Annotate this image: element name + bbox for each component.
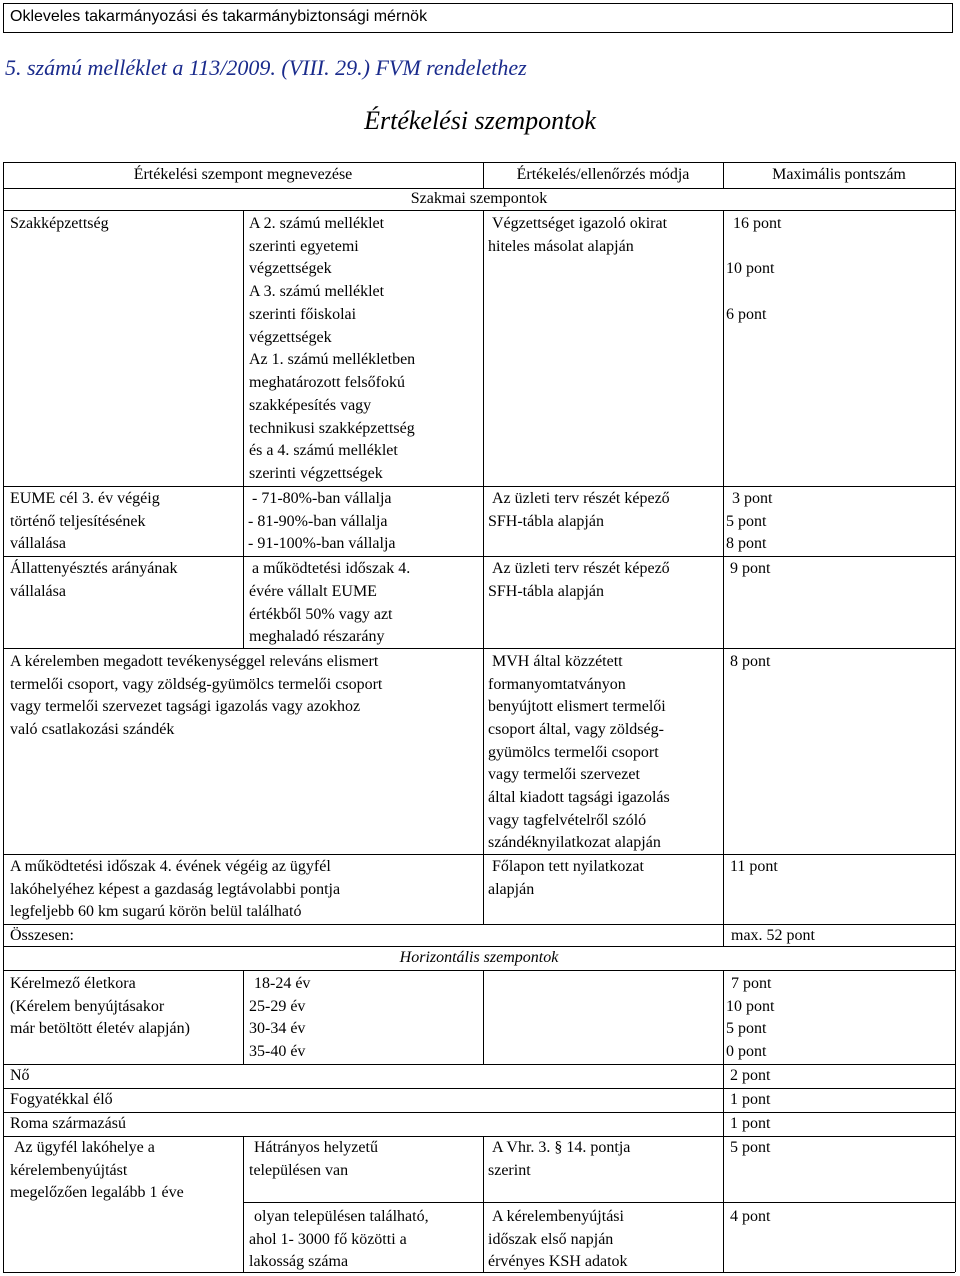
termeloi-label-0: A kérelemben megadott tevékenységgel releváns elismert [10, 653, 379, 670]
eume-label-2: vállalása [10, 535, 66, 552]
allat-sub-2: értékből 50% vagy azt [249, 606, 393, 623]
eletkor-sub-2: 30-34 év [249, 1020, 306, 1037]
szak-points-0: 16 pont [733, 215, 782, 232]
eletkor-label-2: már betöltött életév alapján) [10, 1020, 190, 1037]
grid-line [3, 1088, 955, 1089]
grid-line [483, 970, 484, 1064]
termeloi-method-3: csoport által, vagy zöldség- [488, 721, 664, 738]
szak-sub-1: szerinti egyetemi [249, 238, 359, 255]
fogyatek-points: 1 pont [730, 1091, 771, 1108]
termeloi-label-1: termelői csoport, vagy zöldség-gyümölcs termelői csoport [10, 676, 383, 693]
eletkor-points-1: 10 pont [726, 998, 775, 1015]
hatranyos-label-2: megelőzően legalább 1 éve [10, 1184, 184, 1201]
header-box [3, 3, 953, 33]
grid-line [3, 162, 955, 163]
szak-sub-7: meghatározott felsőfokú [249, 374, 405, 391]
total-points: max. 52 pont [731, 927, 815, 944]
szak-sub-10: és a 4. számú melléklet [249, 442, 398, 459]
legal-reference: 5. számú melléklet a 113/2009. (VIII. 29.) FVM rendelethez [5, 55, 527, 80]
hatranyos-method1-1: szerint [488, 1162, 531, 1179]
grid-line [243, 970, 244, 1064]
termeloi-method-5: vagy termelői szervezet [488, 766, 640, 783]
allat-sub-1: évére vállalt EUME [249, 583, 377, 600]
szak-sub-11: szerinti végzettségek [249, 465, 383, 482]
allat-method-1: SFH-tábla alapján [488, 583, 604, 600]
allat-method-0: Az üzleti terv részét képező [492, 560, 670, 577]
grid-line [483, 1136, 484, 1272]
eume-method-1: SFH-tábla alapján [488, 513, 604, 530]
hatranyos-method2-2: érvényes KSH adatok [488, 1253, 628, 1270]
termeloi-points: 8 pont [730, 653, 771, 670]
grid-line [3, 486, 955, 487]
no-points: 2 pont [730, 1067, 771, 1084]
eume-points-1: 5 pont [726, 513, 767, 530]
szak-points-1: 10 pont [726, 260, 775, 277]
eletkor-sub-3: 35-40 év [249, 1043, 306, 1060]
termeloi-method-1: formanyomtatványon [488, 676, 626, 693]
column-header-method: Értékelés/ellenőrzés módja [516, 166, 690, 183]
termeloi-method-4: gyümölcs termelői csoport [488, 744, 659, 761]
eume-sub-0: - 71-80%-ban vállalja [252, 490, 392, 507]
column-header-max: Maximális pontszám [772, 166, 906, 183]
allat-sub-3: meghaladó részarány [249, 628, 385, 645]
lakohely-label-2: legfeljebb 60 km sugarú körön belül található [10, 903, 302, 920]
section-professional: Szakmai szempontok [410, 190, 548, 207]
eume-points-2: 8 pont [726, 535, 767, 552]
grid-line [3, 162, 4, 1272]
roma-points: 1 pont [730, 1115, 771, 1132]
lakohely-points: 11 pont [730, 858, 778, 875]
no-label: Nő [10, 1067, 30, 1084]
szak-sub-6: Az 1. számú mellékletben [249, 351, 416, 368]
hatranyos-label-1: kérelembenyújtást [10, 1162, 128, 1179]
termeloi-method-0: MVH által közzétett [492, 653, 623, 670]
header-text: Okleveles takarmányozási és takarmánybiztonsági mérnök [10, 8, 428, 25]
hatranyos-sub1-1: településen van [249, 1162, 349, 1179]
termeloi-label-3: való csatlakozási szándék [10, 721, 175, 738]
termeloi-method-7: vagy tagfelvételről szóló [488, 812, 647, 829]
eletkor-points-3: 0 pont [726, 1043, 767, 1060]
grid-line [3, 648, 955, 649]
eletkor-label-0: Kérelmező életkora [10, 975, 136, 992]
szak-sub-5: végzettségek [249, 329, 332, 346]
szak-sub-9: technikusi szakképzettség [249, 420, 415, 437]
eume-label-1: történő teljesítésének [10, 513, 146, 530]
grid-line [243, 1202, 955, 1203]
termeloi-method-2: benyújtott elismert termelői [488, 698, 666, 715]
lakohely-label-1: lakóhelyéhez képest a gazdaság legtávolabbi pontja [10, 881, 341, 898]
allat-points: 9 pont [730, 560, 771, 577]
termeloi-label-2: vagy termelői szervezet tagsági igazolás vagy azokhoz [10, 698, 361, 715]
lakohely-method-1: alapján [488, 881, 535, 898]
hatranyos-points1: 5 pont [730, 1139, 771, 1156]
hatranyos-sub2-0: olyan településen található, [254, 1208, 429, 1225]
grid-line [3, 556, 955, 557]
lakohely-label-0: A működtetési időszak 4. évének végéig az ügyfél [10, 858, 331, 875]
eletkor-sub-0: 18-24 év [254, 975, 311, 992]
grid-line [955, 162, 956, 1272]
row-label-szakkepzettseg: Szakképzettség [10, 215, 109, 232]
hatranyos-sub1-0: Hátrányos helyzetű [254, 1139, 378, 1156]
grid-line [243, 210, 244, 648]
eletkor-label-1: (Kérelem benyújtásakor [10, 998, 165, 1015]
eume-points-0: 3 pont [732, 490, 773, 507]
total-label: Összesen: [10, 927, 74, 944]
termeloi-method-8: szándéknyilatkozat alapján [488, 834, 661, 851]
eletkor-points-0: 7 pont [731, 975, 772, 992]
eletkor-points-2: 5 pont [726, 1020, 767, 1037]
allat-sub-0: a működtetési időszak 4. [252, 560, 411, 577]
szak-method-1: hiteles másolat alapján [488, 238, 634, 255]
szak-sub-4: szerinti főiskolai [249, 306, 357, 323]
grid-line [3, 1064, 955, 1065]
grid-line [3, 1272, 955, 1273]
hatranyos-sub2-2: lakosság száma [249, 1253, 349, 1270]
grid-line [3, 854, 955, 855]
hatranyos-method2-0: A kérelembenyújtási [492, 1208, 624, 1225]
grid-line [723, 210, 724, 946]
hatranyos-points2: 4 pont [730, 1208, 771, 1225]
section-horizontal: Horizontális szempontok [399, 949, 559, 966]
page-title: Értékelési szempontok [364, 106, 596, 135]
eume-label-0: EUME cél 3. év végéig [10, 490, 160, 507]
lakohely-method-0: Főlapon tett nyilatkozat [492, 858, 644, 875]
eume-sub-2: - 91-100%-ban vállalja [248, 535, 396, 552]
hatranyos-sub2-1: ahol 1- 3000 fő közötti a [249, 1231, 407, 1248]
fogyatek-label: Fogyatékkal élő [10, 1091, 113, 1108]
szak-sub-2: végzettségek [249, 260, 332, 277]
grid-line [483, 210, 484, 924]
szak-sub-3: A 3. számú melléklet [249, 283, 385, 300]
eletkor-sub-1: 25-29 év [249, 998, 306, 1015]
termeloi-method-6: által kiadott tagsági igazolás [488, 789, 670, 806]
hatranyos-method2-1: időszak első napján [488, 1231, 614, 1248]
grid-line [243, 1136, 244, 1272]
eume-method-0: Az üzleti terv részét képező [492, 490, 670, 507]
allat-label-1: vállalása [10, 583, 66, 600]
hatranyos-label-0: Az ügyfél lakóhelye a [14, 1139, 155, 1156]
szak-method-0: Végzettséget igazoló okirat [492, 215, 668, 232]
hatranyos-method1-0: A Vhr. 3. § 14. pontja [492, 1139, 631, 1156]
eume-sub-1: - 81-90%-ban vállalja [248, 513, 388, 530]
szak-sub-8: szakképesítés vagy [249, 397, 372, 414]
grid-line [3, 970, 955, 971]
roma-label: Roma származású [10, 1115, 126, 1132]
allat-label-0: Állattenyésztés arányának [10, 560, 178, 577]
grid-line [723, 970, 724, 1272]
grid-line [3, 1112, 955, 1113]
szak-points-2: 6 pont [726, 306, 767, 323]
column-header-criterion: Értékelési szempont megnevezése [133, 166, 353, 183]
szak-sub-0: A 2. számú melléklet [249, 215, 385, 232]
